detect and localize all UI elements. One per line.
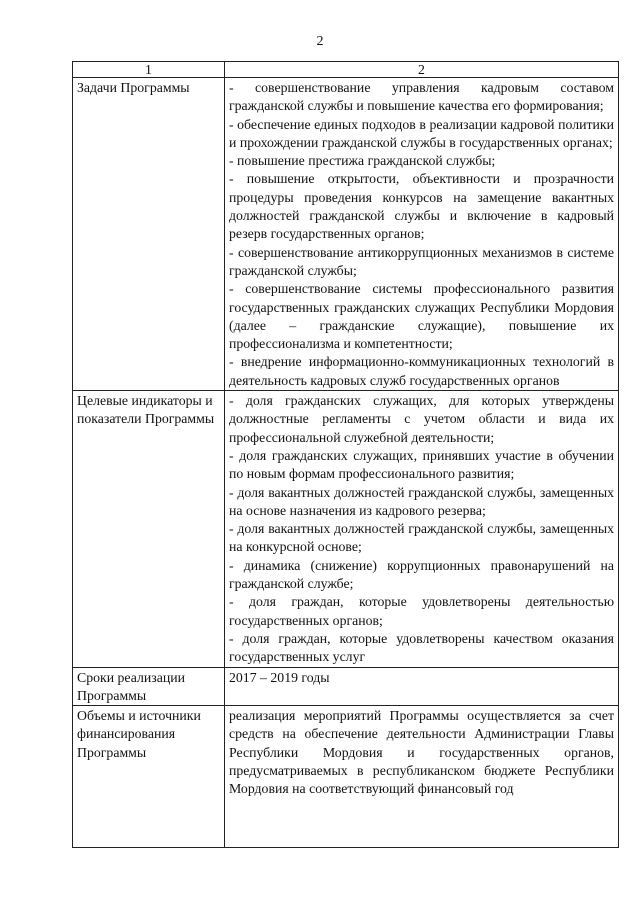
list-item: 2017 – 2019 годы [229, 669, 330, 685]
row-label-indicators: Целевые индикаторы и показатели Программы [73, 391, 225, 667]
row-content-funding [225, 706, 619, 848]
table-row [73, 667, 619, 706]
row-label-tasks: Задачи Программы [73, 78, 225, 391]
list-item: - динамика (снижение) коррупционных правонарушений на гражданской службе; [229, 557, 614, 592]
list-item: реализация мероприятий Программы осуществляется за счет средств на обеспечение деятельности Администрации Главы Республики Мордовия и государственных органов, предусматриваемых в республиканском бюджете Республики Мордовия на соответствующий финансовый год [229, 708, 614, 797]
list-item: - обеспечение единых подходов в реализации кадровой политики и прохождении гражданской службы в государственных органах; [229, 116, 614, 150]
column-header-2: 2 [225, 62, 619, 78]
page-number: 2 [316, 34, 324, 49]
list-item: - повышение престижа гражданской службы; [229, 153, 496, 169]
list-item: - повышение открытости, объективности и прозрачности процедуры проведения конкурсов на замещение вакантных должностей гражданской службы и включение в кадровый резерв государственных органов; [229, 171, 614, 242]
row-label-funding: Объемы и источники финансирования Программы [73, 706, 225, 848]
list-item: - совершенствование системы профессионального развития государственных гражданских служащих Республики Мордовия (далее – гражданские служащие), повышение их профессионализма и компетентности; [229, 281, 614, 352]
row-content-indicators [225, 391, 619, 667]
program-passport-table [72, 61, 619, 848]
row-content-timeline [225, 667, 619, 706]
column-header-1: 1 [73, 62, 225, 78]
list-item: - совершенствование управления кадровым составом гражданской службы и повышение качества его формирования; [229, 80, 614, 114]
row-label-timeline: Сроки реализации Программы [73, 667, 225, 706]
list-item: - доля вакантных должностей гражданской службы, замещенных на основе назначения из кадрового резерва; [229, 484, 614, 518]
list-item: - доля вакантных должностей гражданской службы, замещенных на конкурсной основе; [229, 521, 614, 555]
table-header-row [73, 62, 619, 78]
row-content-tasks [225, 78, 619, 391]
list-item: - внедрение информационно-коммуникационных технологий в деятельность кадровых служб государственных органов [229, 354, 614, 388]
list-item: - доля граждан, которые удовлетворены деятельностью государственных органов; [229, 594, 614, 628]
list-item: - совершенствование антикоррупционных механизмов в системе гражданской службы; [229, 244, 614, 278]
list-item: - доля граждан, которые удовлетворены качеством оказания государственных услуг [229, 630, 614, 665]
table-row [73, 78, 619, 391]
table-row [73, 391, 619, 667]
list-item: - доля гражданских служащих, принявших участие в обучении по новым формам профессионального развития; [229, 447, 614, 482]
table-row [73, 706, 619, 848]
list-item: - доля гражданских служащих, для которых утверждены должностные регламенты с учетом области и вида их профессиональной служебной деятельности; [229, 393, 614, 445]
